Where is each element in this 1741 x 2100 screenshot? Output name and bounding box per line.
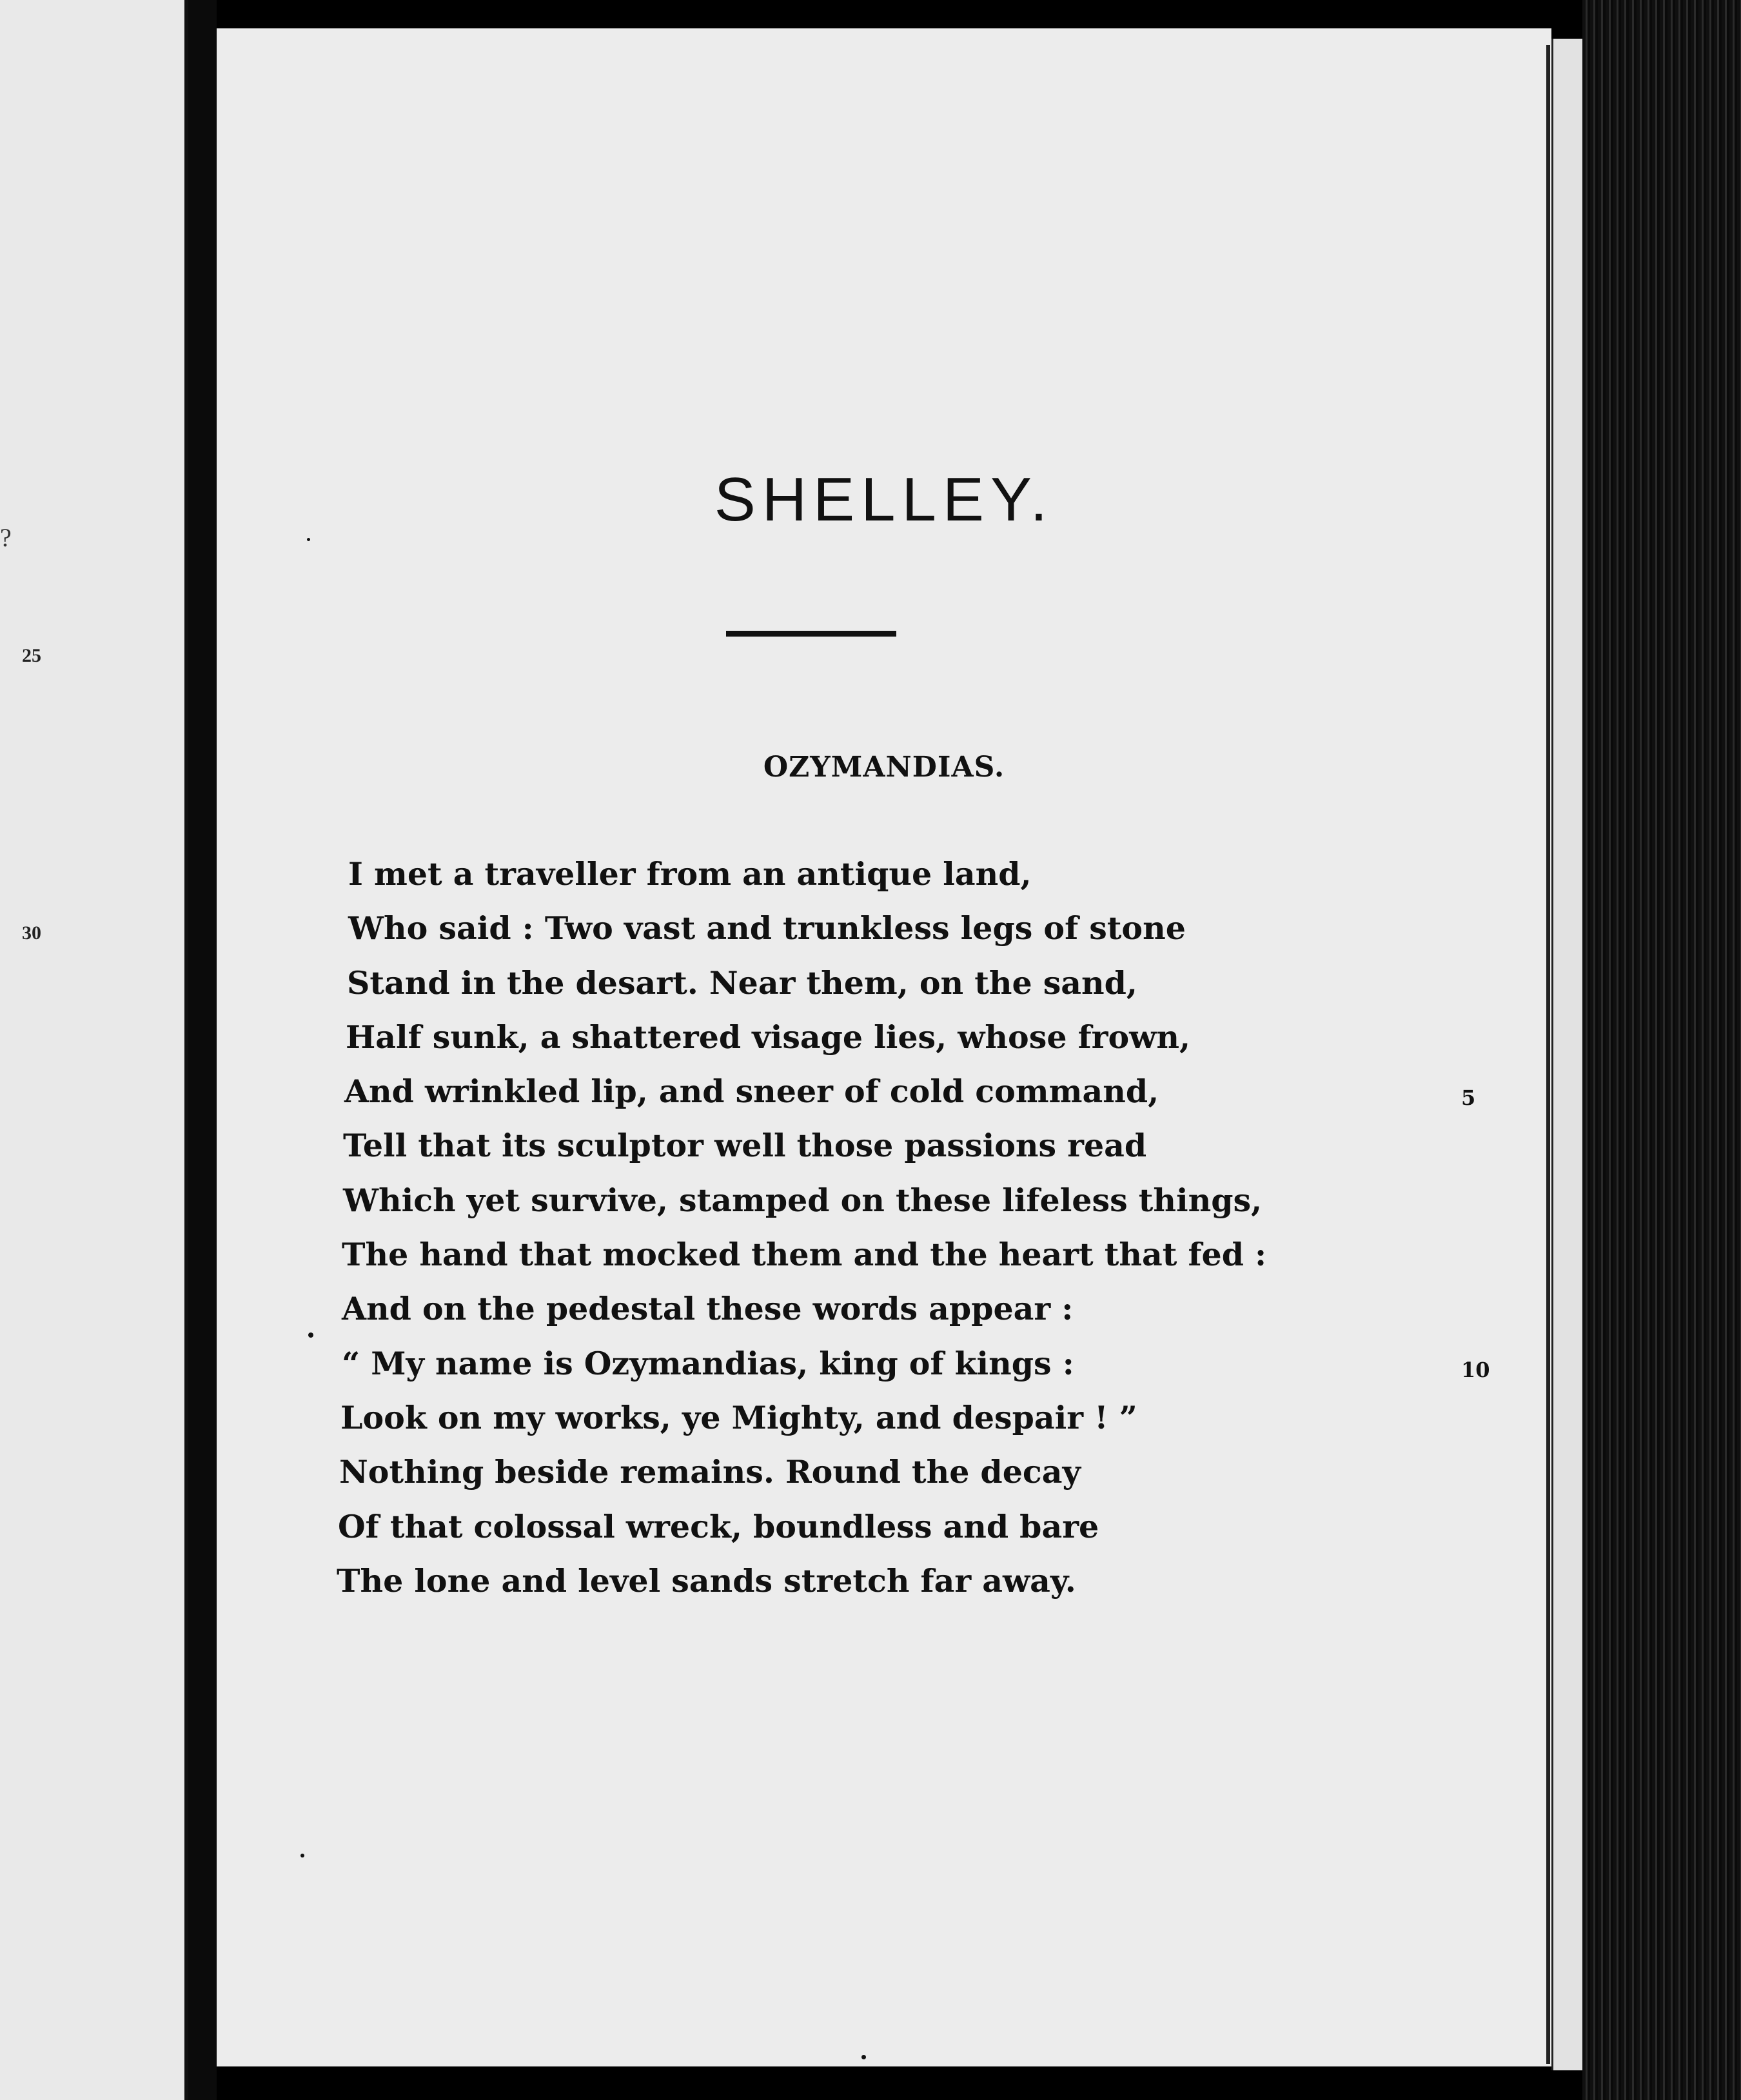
poem-line-text: Tell that its sculptor well those passions read: [343, 1127, 1147, 1165]
left-line-number: 30: [22, 922, 41, 944]
book-gutter: [188, 0, 217, 2100]
book-page: [217, 28, 1551, 2066]
poem-line-text: Nothing beside remains. Round the decay: [339, 1453, 1081, 1491]
poem-line: [339, 909, 1500, 964]
line-number: 5: [1461, 1085, 1476, 1111]
poem-line-text: Who said : Two vast and trunkless legs of stone: [348, 909, 1186, 947]
poem-line-text: Half sunk, a shattered visage lies, whose frown,: [346, 1018, 1191, 1056]
poem-line-text: Which yet survive, stamped on these lifeless things,: [343, 1181, 1263, 1219]
poem-line: [339, 1127, 1500, 1181]
poem-title: OZYMANDIAS.: [763, 751, 1005, 784]
poem-line: [339, 1562, 1500, 1616]
poem-line: [339, 1290, 1500, 1344]
poem-line: [339, 964, 1500, 1018]
poem-line: [339, 1399, 1500, 1453]
poem-line: [339, 1236, 1500, 1290]
poem-line: [339, 1345, 1500, 1399]
poem-body: [339, 855, 1500, 1616]
page-edge-line: [1546, 45, 1550, 2064]
poem-line: [339, 1018, 1500, 1073]
line-number: 10: [1461, 1357, 1490, 1382]
page-edge: [1551, 39, 1584, 2070]
poem-line: [339, 1453, 1500, 1507]
left-page: [0, 0, 188, 2100]
left-line-number: 25: [22, 645, 41, 666]
heading-rule: [726, 631, 896, 637]
page-heading: SHELLEY.: [714, 465, 1054, 534]
poem-line: [339, 1073, 1500, 1127]
poem-line-text: And on the pedestal these words appear :: [342, 1290, 1074, 1328]
poem-line-text: The lone and level sands stretch far away.: [337, 1561, 1076, 1600]
poem-line-text: Look on my works, ye Mighty, and despair ! ”: [340, 1398, 1137, 1436]
poem-line-text: Of that colossal wreck, boundless and bare: [338, 1507, 1099, 1545]
poem-line-text: “ My name is Ozymandias, king of kings :: [342, 1344, 1074, 1382]
poem-line-text: And wrinkled lip, and sneer of cold command,: [344, 1073, 1159, 1111]
poem-line: [339, 1508, 1500, 1562]
poem-line-text: The hand that mocked them and the heart that fed :: [342, 1236, 1267, 1274]
left-page-edge-mark: ?: [0, 523, 12, 552]
poem-line-text: Stand in the desart. Near them, on the sand,: [347, 964, 1137, 1002]
book-edge-stack: [1582, 0, 1741, 2100]
poem-line: [339, 855, 1500, 909]
poem-line-text: I met a traveller from an antique land,: [348, 855, 1032, 893]
poem-line: [339, 1182, 1500, 1236]
